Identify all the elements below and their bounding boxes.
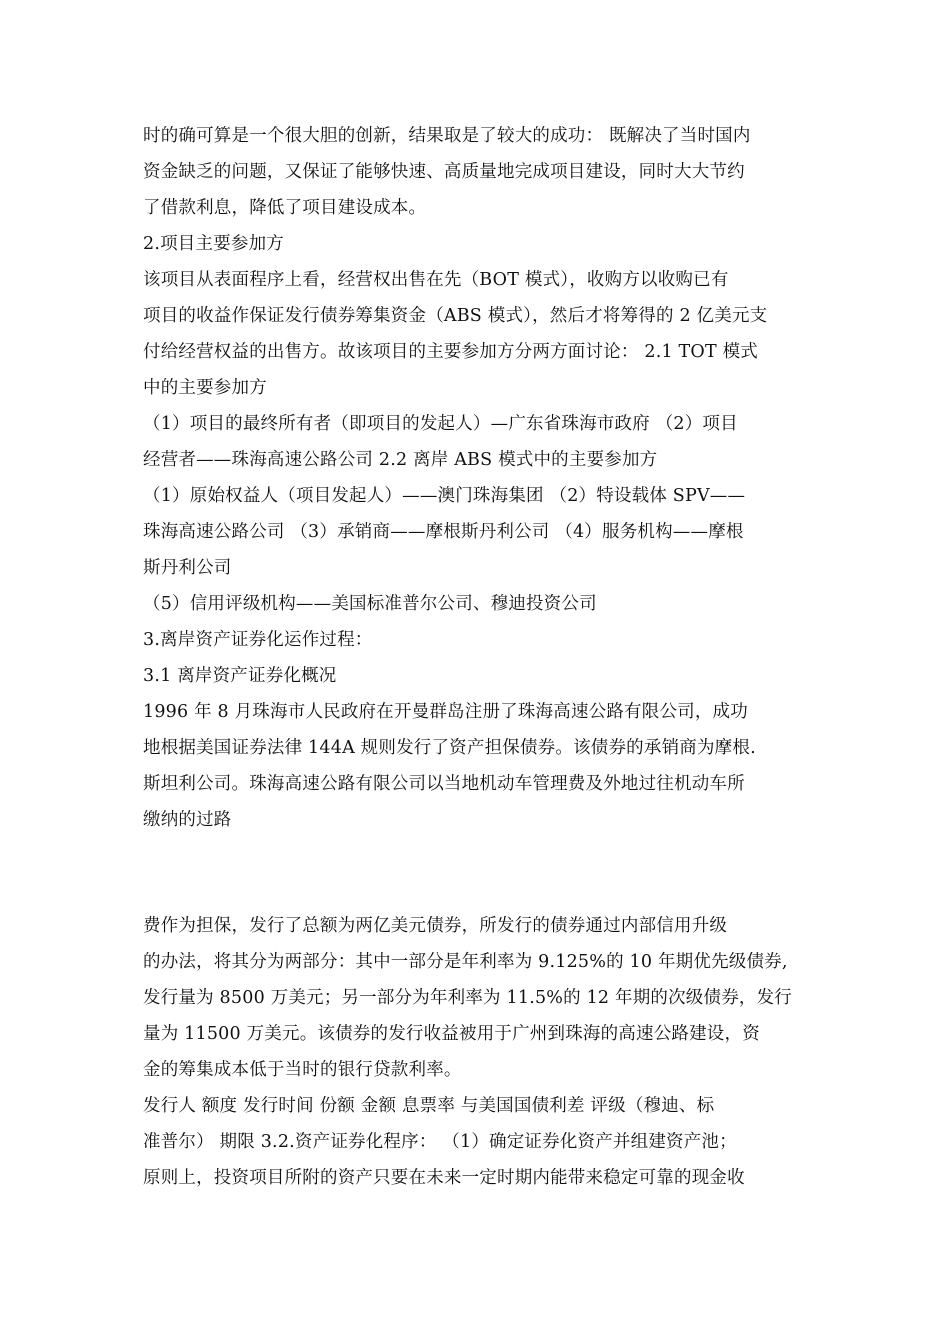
text-line: 发行人 额度 发行时间 份额 金额 息票率 与美国国债利差 评级（穆迪、标 <box>143 1096 715 1116</box>
text-line: 斯丹利公司 <box>143 558 232 578</box>
text-line: 金的筹集成本低于当时的银行贷款利率。 <box>143 1060 462 1080</box>
subsection-heading: 3.1 离岸资产证券化概况 <box>143 666 337 686</box>
text-line: 斯坦利公司。珠海高速公路有限公司以当地机动车管理费及外地过往机动车所 <box>143 774 745 794</box>
text-line: 珠海高速公路公司 （3）承销商——摩根斯丹利公司 （4）服务机构——摩根 <box>143 522 744 542</box>
text-line: 原则上，投资项目所附的资产只要在未来一定时期内能带来稳定可靠的现金收 <box>143 1168 745 1188</box>
text-line: （1）项目的最终所有者（即项目的发起人）—广东省珠海市政府 （2）项目 <box>143 414 738 434</box>
text-line: 资金缺乏的问题，又保证了能够快速、高质量地完成项目建设，同时大大节约 <box>143 162 745 182</box>
text-line: 地根据美国证券法律 144A 规则发行了资产担保债券。该债券的承销商为摩根. <box>143 738 756 758</box>
text-line: 1996 年 8 月珠海市人民政府在开曼群岛注册了珠海高速公路有限公司，成功 <box>143 702 748 722</box>
text-line: 了借款利息，降低了项目建设成本。 <box>143 198 427 218</box>
text-line: 付给经营权益的出售方。故该项目的主要参加方分两方面讨论： 2.1 TOT 模式 <box>143 342 759 362</box>
section-heading: 3.离岸资产证券化运作过程： <box>143 630 373 650</box>
text-line: 费作为担保，发行了总额为两亿美元债券，所发行的债券通过内部信用升级 <box>143 916 728 936</box>
text-line: （5）信用评级机构——美国标准普尔公司、穆迪投资公司 <box>143 594 597 614</box>
text-line: 缴纳的过路 <box>143 810 232 830</box>
text-line: 量为 11500 万美元。该债券的发行收益被用于广州到珠海的高速公路建设，资 <box>143 1024 760 1044</box>
text-line: 项目的收益作保证发行债券筹集资金（ABS 模式），然后才将筹得的 2 亿美元支 <box>143 306 768 326</box>
text-line: 中的主要参加方 <box>143 378 267 398</box>
section-heading: 2.项目主要参加方 <box>143 234 284 254</box>
text-line: （1）原始权益人（项目发起人）——澳门珠海集团 （2）特设载体 SPV—— <box>143 486 746 506</box>
text-line: 该项目从表面程序上看，经营权出售在先（BOT 模式），收购方以收购已有 <box>143 270 729 290</box>
text-line: 经营者——珠海高速公路公司 2.2 离岸 ABS 模式中的主要参加方 <box>143 450 658 470</box>
text-line: 时的确可算是一个很大胆的创新，结果取是了较大的成功： 既解决了当时国内 <box>143 126 751 146</box>
text-line: 发行量为 8500 万美元；另一部分为年利率为 11.5%的 12 年期的次级债券，发行 <box>143 988 793 1008</box>
text-line: 准普尔） 期限 3.2.资产证券化程序： （1）确定证券化资产并组建资产池； <box>143 1132 737 1152</box>
text-line: 的办法，将其分为两部分：其中一部分是年利率为 9.125%的 10 年期优先级债券, <box>143 952 788 972</box>
